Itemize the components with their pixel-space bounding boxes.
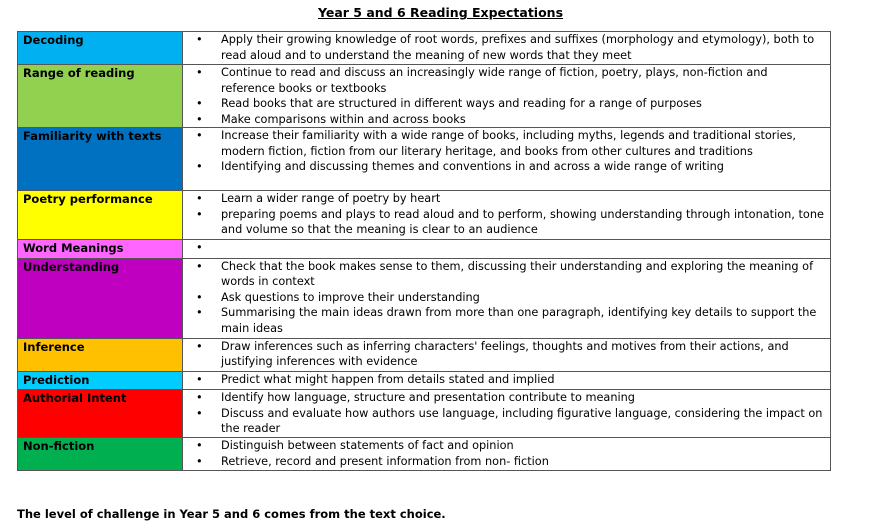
list-item [183, 159, 824, 175]
bullet-icon: • [196, 439, 203, 452]
bullet-icon: • [196, 406, 203, 420]
points-cell [183, 191, 831, 240]
list-item [183, 112, 824, 128]
bullet-icon: • [196, 372, 203, 386]
points-cell [183, 128, 831, 191]
category-cell: Poetry performance [18, 191, 183, 240]
page-title: Year 5 and 6 Reading Expectations [317, 5, 564, 20]
table-row [18, 65, 831, 128]
list-item [183, 65, 824, 96]
list-item [183, 339, 824, 370]
bullet-icon: • [196, 112, 203, 126]
list-item [183, 305, 824, 336]
point-text: Read books that are structured in different ways and reading for a range of purposes [221, 97, 702, 110]
table-row [18, 390, 831, 438]
bullet-list [183, 65, 824, 127]
point-text: Discuss and evaluate how authors use language, including figurative language, considering the impact on the reader [221, 406, 823, 435]
point-text: Apply their growing knowledge of root words, prefixes and suffixes (morphology and etymology), both to read aloud and to understand the meaning of new words that they meet [221, 33, 815, 62]
points-cell [183, 240, 831, 259]
bullet-icon: • [196, 192, 203, 205]
bullet-list [183, 32, 824, 63]
bullet-list [183, 438, 824, 469]
category-cell: Decoding [18, 32, 183, 65]
point-text: Retrieve, record and present information from non- fiction [221, 454, 549, 468]
table-row [18, 438, 831, 471]
list-item [183, 207, 824, 238]
points-cell [183, 65, 831, 128]
category-cell: Familiarity with texts [18, 128, 183, 191]
bullet-icon: • [196, 129, 203, 142]
bullet-list [183, 259, 824, 337]
bullet-icon: • [196, 259, 203, 273]
category-cell: Word Meanings [18, 240, 183, 259]
table-row [18, 128, 831, 191]
table-row [18, 191, 831, 240]
table-row [18, 371, 831, 390]
points-cell [183, 32, 831, 65]
category-cell: Inference [18, 338, 183, 371]
list-item [183, 390, 824, 406]
bullet-icon: • [196, 160, 203, 173]
list-item [183, 290, 824, 306]
footer-note: The level of challenge in Year 5 and 6 comes from the text choice. [17, 507, 446, 521]
bullet-icon: • [196, 339, 203, 353]
point-text: Identify how language, structure and presentation contribute to meaning [221, 391, 635, 404]
bullet-list [183, 191, 824, 238]
category-cell: Range of reading [18, 65, 183, 128]
category-cell: Understanding [18, 258, 183, 338]
list-item [183, 32, 824, 63]
category-cell: Non-fiction [18, 438, 183, 471]
points-cell [183, 338, 831, 371]
list-item [183, 406, 824, 437]
list-item [183, 454, 824, 470]
table-row [18, 338, 831, 371]
point-text: Continue to read and discuss an increasingly wide range of fiction, poetry, plays, non-fiction and reference books or textbooks [221, 66, 768, 95]
bullet-icon: • [196, 207, 203, 221]
list-item [183, 191, 824, 207]
bullet-list [183, 128, 824, 175]
category-cell: Prediction [18, 371, 183, 390]
bullet-icon: • [196, 241, 203, 254]
bullet-icon: • [196, 454, 203, 468]
points-cell [183, 438, 831, 471]
point-text: Summarising the main ideas drawn from more than one paragraph, identifying key details to support the main ideas [221, 306, 817, 335]
expectations-table [17, 31, 831, 471]
point-text: Ask questions to improve their understanding [221, 290, 480, 304]
bullet-icon: • [196, 97, 203, 110]
bullet-icon: • [196, 391, 203, 404]
point-text: Identifying and discussing themes and conventions in and across a wide range of writing [221, 160, 724, 173]
point-text: Distinguish between statements of fact and opinion [221, 439, 514, 452]
table-row [18, 240, 831, 259]
table-row [18, 32, 831, 65]
category-cell: Authorial Intent [18, 390, 183, 438]
bullet-list [183, 372, 824, 388]
bullet-icon: • [196, 66, 203, 79]
bullet-icon: • [196, 306, 203, 319]
list-item [183, 96, 824, 112]
point-text: Learn a wider range of poetry by heart [221, 192, 441, 205]
point-text: Predict what might happen from details stated and implied [221, 372, 555, 386]
list-item [183, 128, 824, 159]
points-cell [183, 390, 831, 438]
list-item [183, 372, 824, 388]
bullet-icon: • [196, 290, 203, 304]
bullet-list [183, 390, 824, 437]
list-item [183, 259, 824, 290]
point-text: Make comparisons within and across books [221, 112, 466, 126]
points-cell [183, 371, 831, 390]
point-text: preparing poems and plays to read aloud and to perform, showing understanding through intonation, tone and volume so that the meaning is clear to an audience [221, 207, 824, 236]
point-text: Draw inferences such as inferring characters' feelings, thoughts and motives from their actions, and justifying inferences with evidence [221, 339, 789, 368]
list-item [183, 438, 824, 454]
bullet-list [183, 339, 824, 370]
bullet-icon: • [196, 33, 203, 46]
point-text: Check that the book makes sense to them, discussing their understanding and exploring the meaning of words in context [221, 259, 814, 288]
point-text: Increase their familiarity with a wide range of books, including myths, legends and traditional stories, modern fiction, fiction from our literary heritage, and books from other cultures and traditions [221, 129, 797, 158]
table-row [18, 258, 831, 338]
points-cell [183, 258, 831, 338]
